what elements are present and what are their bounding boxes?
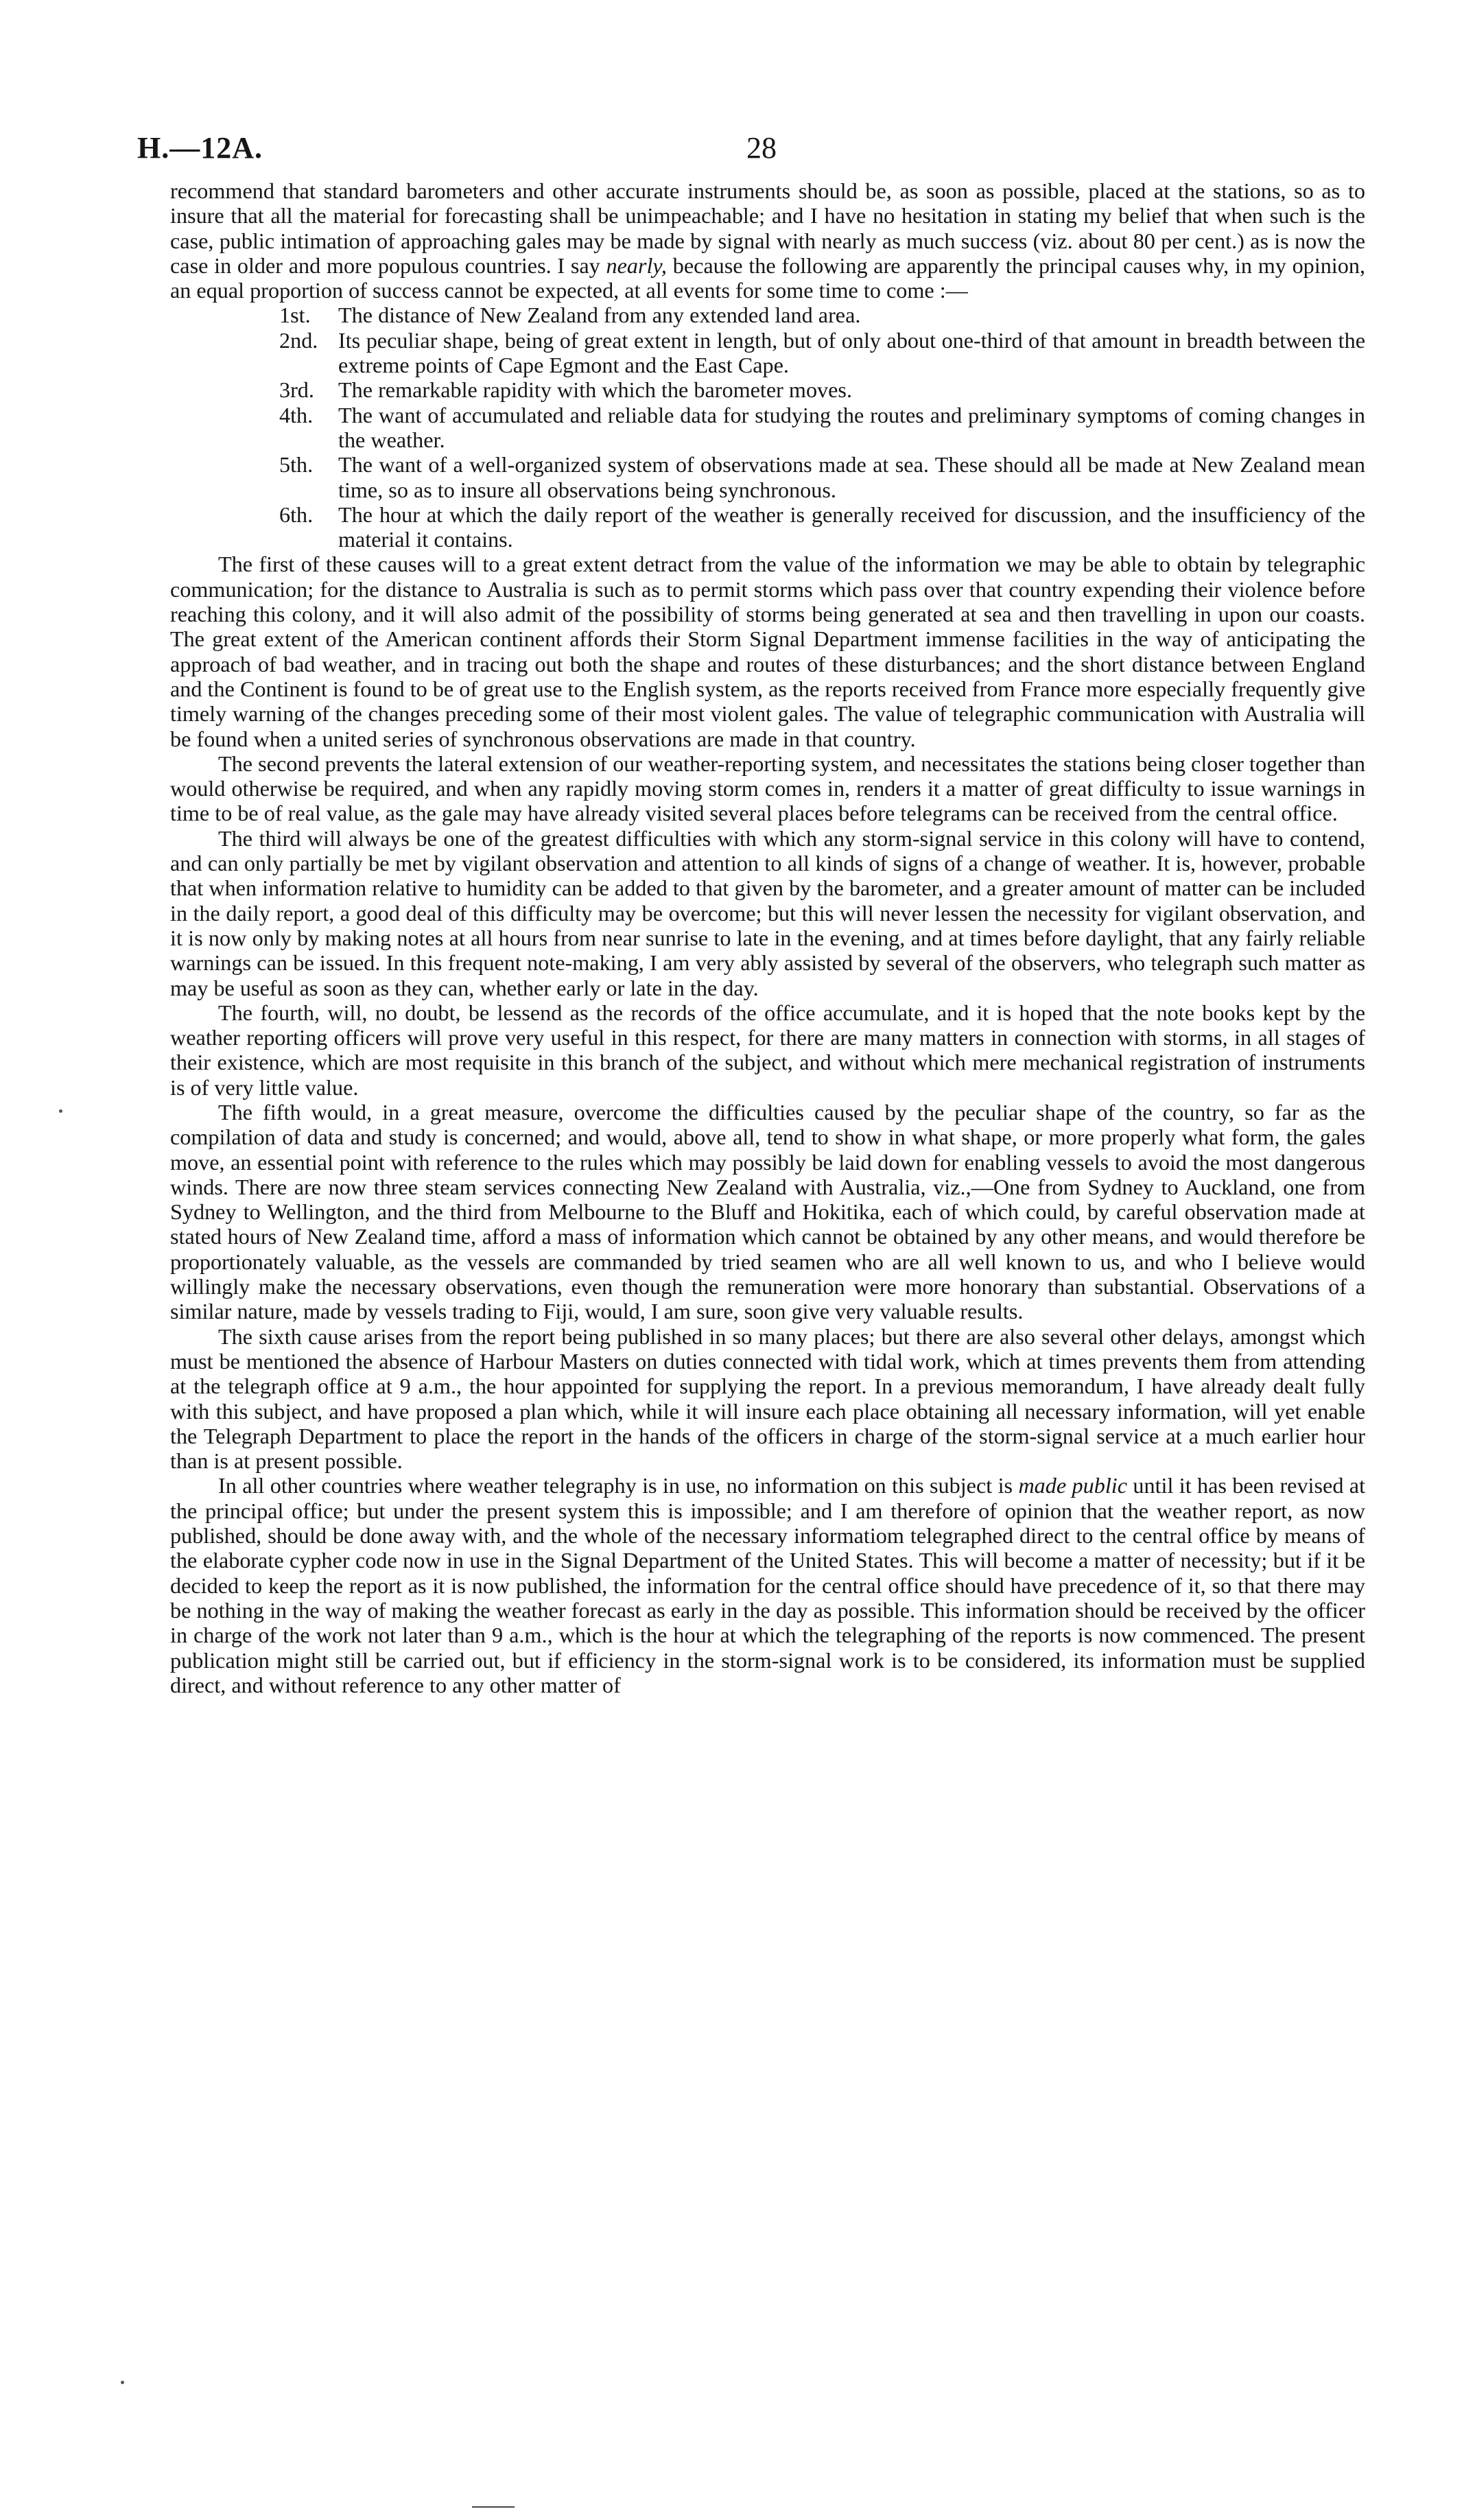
cause-number: 4th. [279, 402, 314, 427]
emphasis-nearly: nearly, [606, 252, 667, 278]
page-number: 28 [746, 131, 777, 165]
cause-text: Its peculiar shape, being of great extent in length, but of only about one-third of that amount in breadth between the extreme points of Cape Egmont and the East Cape. [338, 327, 1365, 378]
paragraph-third-cause: The third will always be one of the greatest difficulties with which any storm-signal service in this colony will have to contend, and can only partially be met by vigilant observation and attention to all kinds of signs of a change of weather. It is, however, probable that when information relative to humidity can be added to that given by the barometer, and a greater amount of matter can be included in the daily report, a good deal of this difficulty may be overcome; but this will never lessen the necessity for vigilant observation, and it is now only by making notes at all hours from near sunrise to late in the evening, and at times before daylight, that any fairly reliable warnings can be issued. In this frequent note-making, I am very ably assisted by several of the observers, who telegraph such matter as may be useful as soon as they can, whether early or late in the day. [170, 825, 1365, 1000]
paragraph-other-countries: In all other countries where weather telegraphy is in use, no information on this subject is made public until it has been revised at the principal office; but under the present system this is impossible; and I am therefore of opinion that the weather report, as now published, should be done away with, and the whole of the necessary informatiom telegraphed direct to the central office by means of the elaborate cypher code now in use in the Signal Department of the United States. This will become a matter of necessity; but if it be decided to keep the report as it is now published, the information for the central office should have precedence of it, so that there may be nothing in the way of making the weather forecast as early in the day as possible. This information should be received by the officer in charge of the work not later than 9 a.m., which is the hour at which the telegraphing of the reports is now commenced. The present publication might still be carried out, but if efficiency in the storm-signal work is to be considered, its information must be supplied direct, and without reference to any other matter of [170, 1473, 1366, 1697]
cause-number: 6th. [279, 502, 314, 527]
scan-speck [59, 1109, 62, 1113]
scan-speck [121, 2381, 124, 2384]
cause-text: The distance of New Zealand from any extended land area. [338, 303, 861, 328]
paragraph-continuation: recommend that standard barometers and other accurate instruments should be, as soon as possible, placed at the stations, so as to insure that all the material for forecasting shall be unimpeachable; and I have no hesitation in stating my belief that when such is the case, public intimation of approaching gales may be made by signal with nearly as much success (viz. about 80 per cent.) as is now the case in older and more populous countries. I say nearly, because the following are apparently the principal causes why, in my opinion, an equal proportion of success cannot be expected, at all events for some time to come :— [170, 178, 1365, 303]
cause-item [279, 403, 1365, 453]
page-header [137, 130, 1365, 178]
footer-rule [472, 2506, 515, 2508]
paragraph-sixth-cause: The sixth cause arises from the report being published in so many places; but there are also several other delays, amongst which must be mentioned the absence of Harbour Masters on duties connected with tidal work, which at times prevents them from attending at the telegraph office at 9 a.m., the hour appointed for supplying the report. In a previous memorandum, I have already dealt fully with this subject, and have proposed a plan which, while it will insure each place obtaining all necessary information, will yet enable the Telegraph Department to place the report in the hands of the officers in charge of the storm-signal service at a much earlier hour than is at present possible. [170, 1323, 1365, 1474]
cause-number: 1st. [279, 303, 311, 328]
emphasis-made-public: made public [1018, 1473, 1127, 1498]
cause-item [279, 303, 1365, 327]
cause-item [279, 502, 1365, 552]
causes-list [170, 303, 1365, 552]
document-reference: H.—12A. [137, 131, 263, 165]
cause-item [279, 328, 1365, 378]
cause-text: The remarkable rapidity with which the barometer moves. [338, 377, 852, 403]
cause-text: The hour at which the daily report of the weather is generally received for discussion, and the insufficiency of the material it contains. [338, 502, 1365, 552]
cause-text: The want of accumulated and reliable data for studying the routes and preliminary symptoms of coming changes in the weather. [338, 402, 1365, 452]
cause-text: The want of a well-organized system of observations made at sea. These should all be made at New Zealand mean time, so as to insure all observations being synchronous. [338, 452, 1365, 502]
cause-number: 5th. [279, 452, 314, 478]
cause-item [279, 452, 1365, 502]
paragraph-fifth-cause: The fifth would, in a great measure, overcome the difficulties caused by the peculiar shape of the country, so far as the compilation of data and study is concerned; and would, above all, tend to show in what shape, or more properly what form, the gales move, an essential point with reference to the rules which may possibly be laid down for enabling vessels to avoid the most dangerous winds. There are now three steam services connecting New Zealand with Australia, viz.,—One from Sydney to Auckland, one from Sydney to Wellington, and the third from Melbourne to the Bluff and Hokitika, each of which could, by careful observation made at stated hours of New Zealand time, afford a mass of information which cannot be obtained by any other means, and would therefore be proportionately valuable, as the vessels are commanded by tried seamen who are all well known to us, and who I believe would willingly make the necessary observations, even though the remuneration were more honorary than substantial. Observations of a similar nature, made by vessels trading to Fiji, would, I am sure, soon give very valuable results. [170, 1099, 1365, 1324]
cause-number: 3rd. [279, 377, 314, 403]
paragraph-fourth-cause: The fourth, will, no doubt, be lessend as the records of the office accumulate, and it is hoped that the note books kept by the weather reporting officers will prove very useful in this respect, for there are many matters in connection with storms, in all stages of their existence, which are most requisite in this branch of the subject, and without which mere mechanical registration of instruments is of very little value. [170, 1000, 1365, 1100]
cause-number: 2nd. [279, 327, 318, 353]
paragraph-first-cause: The first of these causes will to a great extent detract from the value of the information we may be able to obtain by telegraphic communication; for the distance to Australia is such as to permit storms which pass over that country expending their violence before reaching this colony, and it will also admit of the possibility of storms being generated at sea and then travelling in upon our coasts. The great extent of the American continent affords their Storm Signal Department immense facilities in the way of anticipating the approach of bad weather, and in tracing out both the shape and routes of these disturbances; and the short distance between England and the Continent is found to be of great use to the English system, as the reports received from France more especially frequently give timely warning of the changes preceding some of their most violent gales. The value of telegraphic communication with Australia will be found when a united series of synchronous observations are made in that country. [170, 552, 1365, 751]
cause-item [279, 377, 1365, 402]
body-text [170, 178, 1365, 1697]
paragraph-second-cause: The second prevents the lateral extension of our weather-reporting system, and necessitates the stations being closer together than would otherwise be required, and when any rapidly moving storm comes in, renders it a matter of great difficulty to issue warnings in time to be of real value, as the gale may have already visited several places before telegrams can be received from the central office. [170, 751, 1365, 826]
document-page [137, 130, 1366, 1697]
